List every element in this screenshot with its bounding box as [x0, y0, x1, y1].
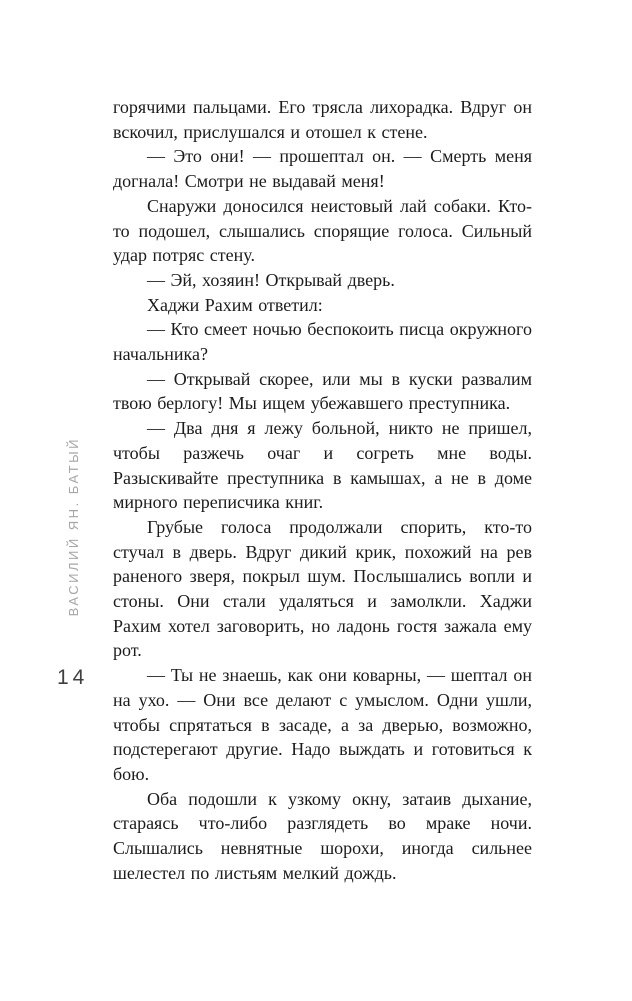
- page-number: 14: [57, 666, 89, 689]
- paragraph: Снаружи доносился неистовый лай собаки. Кто-то подошел, слышались спорящие голоса. Сильный удар потряс стену.: [113, 195, 532, 266]
- paragraph: Оба подошли к узкому окну, затаив дыхание, стараясь что-либо разглядеть во мраке ночи. Слышались невнятные шорохи, иногда сильнее шелестел по листьям мелкий дождь.: [113, 788, 532, 883]
- dialogue-line: — Открывай скорее, или мы в куски развалим твою берлогу! Мы ищем убежавшего преступника.: [113, 368, 532, 414]
- dialogue-line: — Это они! — прошептал он. — Смерть меня догнала! Смотри не выдавай меня!: [113, 146, 532, 192]
- dialogue-line: — Кто смеет ночью беспокоить писца окружного начальника?: [113, 319, 532, 365]
- dialogue-line: — Эй, хозяин! Открывай дверь.: [147, 269, 395, 290]
- margin-book-title: ВАСИЛИЙ ЯН. БАТЫЙ: [66, 437, 81, 617]
- dialogue-line: — Ты не знаешь, как они коварны, — шептал он на ухо. — Они все делают с умыслом. Одни ушли, чтобы спрятаться в засаде, а за дверью, возможно, подстерегают другие. Надо выждать и готовиться к бою.: [113, 665, 532, 784]
- dialogue-line: — Два дня я лежу больной, никто не пришел, чтобы разжечь очаг и согреть мне воды. Разыскивайте преступника в камышах, а не в доме мирного переписчика книг.: [113, 418, 532, 513]
- paragraph: Грубые голоса продолжали спорить, кто-то стучал в дверь. Вдруг дикий крик, похожий на рев раненого зверя, покрыл шум. Послышались вопли и стоны. Они стали удаляться и замолкли. Хаджи Рахим хотел заговорить, но ладонь гостя зажала ему рот.: [113, 516, 532, 661]
- paragraph: Хаджи Рахим ответил:: [147, 294, 323, 315]
- paragraph: горячими пальцами. Его трясла лихорадка. Вдруг он вскочил, прислушался и отошел к стене.: [113, 97, 532, 142]
- page-text: [113, 95, 532, 886]
